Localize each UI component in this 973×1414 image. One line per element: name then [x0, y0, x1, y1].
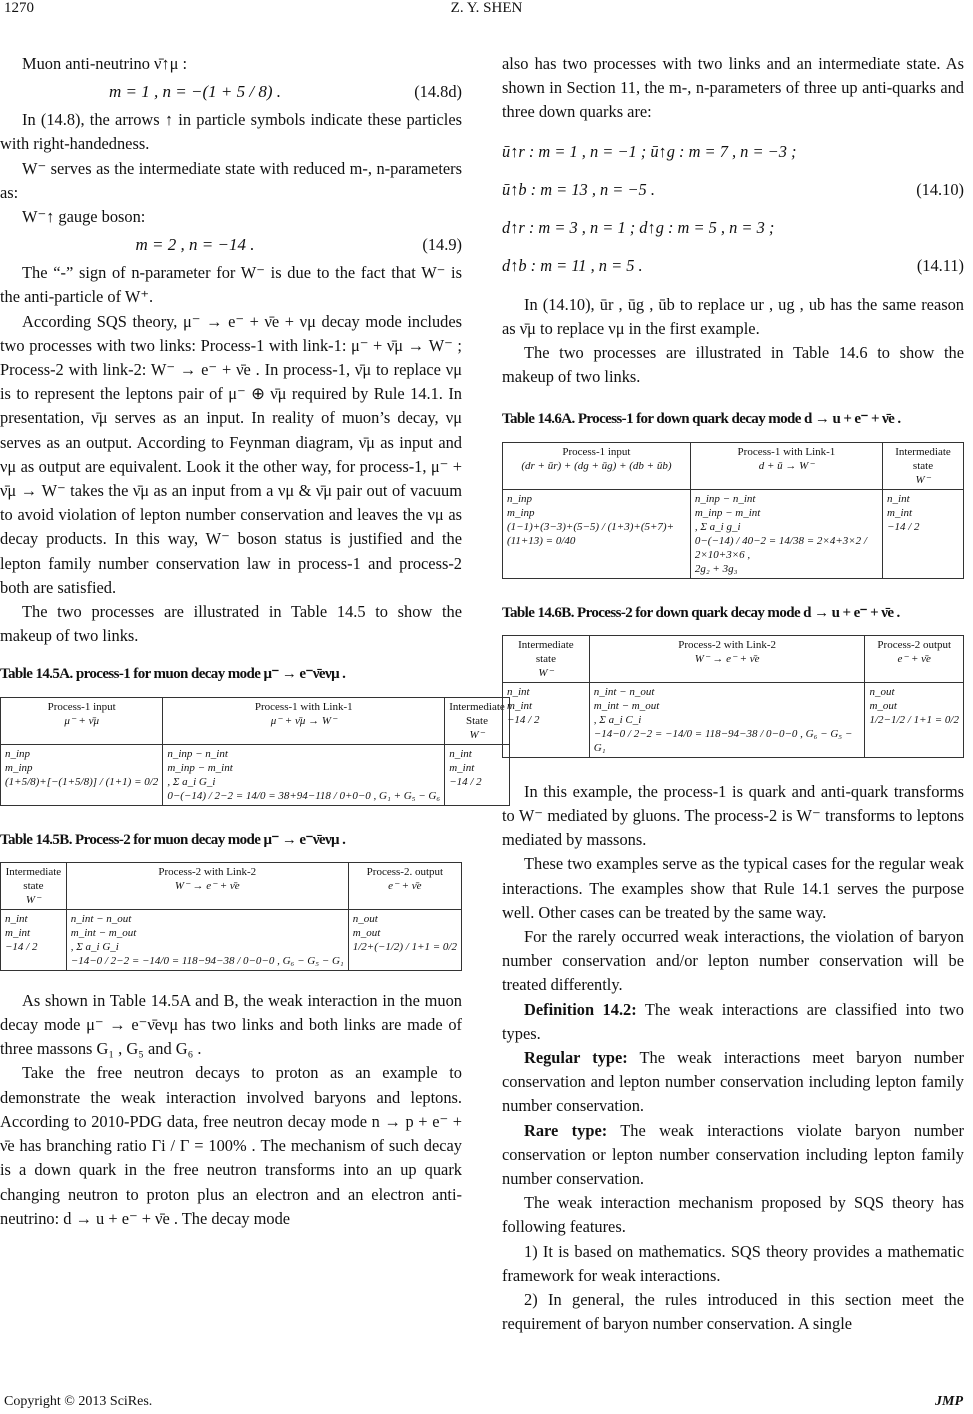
- table-cell: n_inp − n_int m_inp − m_int , Σ a_i g_i 0−(−14) / 40−2 = 14/38 = 2×4+3×2 / 2×10+3×6 , 2g₂ + 3g₃: [690, 489, 882, 578]
- regular-type-text: The weak interactions meet baryon number conservation and lepton number conservation including lepton family number conservation.: [502, 1048, 964, 1116]
- paragraph: According SQS theory, μ⁻ → e⁻ + ν̄e + νμ decay mode includes two processes with two links: Process-1 with link-1: μ⁻ + ν̄μ → W⁻ ; Process-2 with link-2: W⁻ → e⁻ + ν̄e . In process-1, ν̄μ to replace νμ is to represent the leptons pair of μ⁻ ⊕ ν̄μ required by Rule 14.1. In presentation, ν̄μ serves as an input. In reality of muon’s decay, νμ serves as an output. According to Feynman diagram, ν̄μ as input and νμ as output are equivalent. Look it the other way, for process-1, μ⁻ + ν̄μ → W⁻ takes the ν̄μ as an input from a νμ & ν̄μ pair out of vacuum to avoid violation of lepton number conservation and leaves the νμ as decay products. In this way, W⁻ boson status is justified and the lepton family number conservation law in process-1 and process-2 both are satisfied.: [0, 311, 462, 597]
- paragraph: In (14.8), the arrows ↑ in particle symbols indicate these particles with right-handedness.: [0, 110, 462, 154]
- table-cell: n_int m_int −14 / 2: [883, 489, 964, 578]
- table-cell: n_int m_int −14 / 2: [503, 682, 590, 757]
- table-14-6b: [502, 635, 964, 758]
- equation-body: m = 1 , n = −(1 + 5 / 8) .: [109, 82, 281, 102]
- equation-14-10: [502, 133, 964, 209]
- regular-type-label: Regular type:: [524, 1048, 628, 1068]
- definition-paragraph: [502, 998, 964, 1046]
- table-caption: Table 14.6A. Process-1 for down quark decay mode d → u + e⁻ + ν̄e .: [502, 411, 901, 428]
- left-column: [0, 52, 505, 1231]
- equation-number: (14.8d): [414, 82, 462, 102]
- equation-number: (14.10): [916, 179, 964, 199]
- definition-label: Definition 14.2:: [524, 999, 637, 1019]
- table-header: Intermediate state W⁻: [1, 862, 67, 909]
- paragraph: The “-” sign of n-parameter for W⁻ is due to the fact that W⁻ is the anti-particle of W⁺.: [0, 263, 462, 307]
- table-header: Process-2 output e⁻ + ν̄e: [865, 635, 964, 682]
- paragraph: In (14.10), ūr , ūg , ūb to replace ur , ug , ub has the same reason as ν̄μ to replace νμ in the first example.: [502, 294, 964, 338]
- regular-type-paragraph: [502, 1046, 964, 1119]
- paragraph: Take the free neutron decays to proton as an example to demonstrate the weak interaction involved baryons and leptons. According to 2010-PDG data, free neutron decay mode n → p + e⁻ + ν̄e has branching ratio Γi / Γ = 100% . The mechanism of such decay is a down quark in the free neutron transforms into an up quark changing neutron to proton plus an electron and an electron anti-neutrino: d → u + e⁻ + ν̄e . The decay mode: [0, 1063, 462, 1228]
- rare-type-label: Rare type:: [524, 1120, 608, 1140]
- table-cell: n_int − n_out m_int − m_out , Σ a_i G_i −14−0 / 2−2 = −14/0 = 118−94−38 / 0−0−0 , G₆ − G₅ − G₁: [66, 909, 348, 970]
- table-cell: n_int m_int −14 / 2: [445, 744, 510, 805]
- paragraph: W⁻ serves as the intermediate state with reduced m-, n-parameters as:: [0, 158, 462, 202]
- equation-14-11: [502, 209, 964, 285]
- table-header: Intermediate State W⁻: [445, 697, 510, 744]
- table-14-6a: [502, 442, 964, 579]
- paragraph: For the rarely occurred weak interactions, the violation of baryon number conservation and/or lepton number conservation will be treated differently.: [502, 927, 964, 995]
- definition-text: The weak interactions are classified into two types.: [502, 999, 964, 1043]
- paragraph: 2) In general, the rules introduced in this section meet the requirement of baryon number conservation. A single: [502, 1290, 964, 1334]
- page-header: [0, 0, 973, 24]
- paragraph: The two processes are illustrated in Table 14.6 to show the makeup of two links.: [502, 343, 964, 387]
- right-column: [502, 52, 964, 1337]
- table-header: Process-2. output e⁻ + ν̄e: [348, 862, 461, 909]
- table-header: Process-2 with Link-2 W⁻ → e⁻ + ν̄e: [66, 862, 348, 909]
- paragraph: As shown in Table 14.5A and B, the weak interaction in the muon decay mode μ⁻ → e⁻ν̄eνμ has two links and both links are made of three massons G₁ , G₅ and G₆ .: [0, 990, 462, 1059]
- rare-type-paragraph: [502, 1119, 964, 1192]
- equation-14-9: [0, 229, 462, 261]
- equation-14-8d: [0, 76, 462, 108]
- equation-line: d↑r : m = 3 , n = 1 ; d↑g : m = 5 , n = 3 ;: [502, 217, 775, 237]
- table-cell: n_out m_out 1/2−1/2 / 1+1 = 0/2: [865, 682, 964, 757]
- paragraph: W⁻↑ gauge boson:: [22, 207, 146, 227]
- paragraph: The weak interaction mechanism proposed by SQS theory has following features.: [502, 1193, 964, 1237]
- table-14-5a: [0, 697, 510, 806]
- journal-abbrev: JMP: [935, 1394, 963, 1409]
- copyright: Copyright © 2013 SciRes.: [4, 1394, 153, 1409]
- table-header: Intermediate state W⁻: [883, 442, 964, 489]
- paragraph: also has two processes with two links and an intermediate state. As shown in Section 11, the m-, n-parameters of three up anti-quarks and three down quarks are:: [502, 54, 964, 122]
- table-cell: n_inp m_inp (1+5/8)+[−(1+5/8)] / (1+1) = 0/2: [1, 744, 163, 805]
- table-caption: Table 14.6B. Process-2 for down quark decay mode d → u + e⁻ + ν̄e .: [502, 604, 900, 621]
- table-14-5b: [0, 862, 462, 971]
- table-header: Process-2 with Link-2 W⁻ → e⁻ + ν̄e: [589, 635, 865, 682]
- table-header: Process-1 input μ⁻ + ν̄μ: [1, 697, 163, 744]
- table-header: Process-1 with Link-1 μ⁻ + ν̄μ → W⁻: [163, 697, 445, 744]
- equation-number: (14.9): [422, 235, 462, 255]
- table-header: Process-1 input (dr + ūr) + (dg + ūg) + (db + ūb): [503, 442, 691, 489]
- equation-body: m = 2 , n = −14 .: [135, 235, 255, 255]
- rare-type-text: The weak interactions violate baryon number conservation or lepton number conservation including lepton family number conservation.: [502, 1120, 964, 1189]
- table-caption: Table 14.5B. Process-2 for muon decay mode μ⁻ → e⁻ν̄eνμ .: [0, 831, 346, 848]
- table-cell: n_int m_int −14 / 2: [1, 909, 67, 970]
- paragraph: These two examples serve as the typical cases for the regular weak interactions. The examples show that Rule 14.1 serves the purpose well. Other cases can be treated by the same way.: [502, 854, 964, 922]
- paragraph: In this example, the process-1 is quark and anti-quark transforms to W⁻ mediated by gluons. The process-2 is W⁻ transforms to leptons mediated by massons.: [502, 781, 964, 850]
- page-number: 1270: [4, 0, 34, 16]
- equation-line: d↑b : m = 11 , n = 5 .: [502, 255, 643, 275]
- equation-line: ū↑r : m = 1 , n = −1 ; ū↑g : m = 7 , n = −3 ;: [502, 141, 797, 161]
- running-author: Z. Y. SHEN: [450, 0, 523, 16]
- table-cell: n_out m_out 1/2+(−1/2) / 1+1 = 0/2: [348, 909, 461, 970]
- table-header: Process-1 with Link-1 d + ū → W⁻: [690, 442, 882, 489]
- equation-number: (14.11): [916, 255, 964, 275]
- table-cell: n_inp m_inp (1−1)+(3−3)+(5−5) / (1+3)+(5+7)+(11+13) = 0/40: [503, 489, 691, 578]
- table-caption: Table 14.5A. process-1 for muon decay mode μ⁻ → e⁻ν̄eνμ .: [0, 666, 346, 683]
- table-cell: n_inp − n_int m_inp − m_int , Σ a_i G_i 0−(−14) / 2−2 = 14/0 = 38+94−118 / 0+0−0 , G₁ + G₅ − G₆: [163, 744, 445, 805]
- equation-line: ū↑b : m = 13 , n = −5 .: [502, 179, 655, 199]
- paragraph: The two processes are illustrated in Table 14.5 to show the makeup of two links.: [0, 602, 462, 646]
- table-cell: n_int − n_out m_int − m_out , Σ a_i C_i −14−0 / 2−2 = −14/0 = 118−94−38 / 0−0−0 , G₆ − G₅ − G₁: [589, 682, 865, 757]
- paragraph: Muon anti-neutrino ν̄↑μ :: [22, 54, 188, 73]
- paragraph: 1) It is based on mathematics. SQS theory provides a mathematic framework for weak interactions.: [502, 1241, 964, 1285]
- table-header: Intermediate state W⁻: [503, 635, 590, 682]
